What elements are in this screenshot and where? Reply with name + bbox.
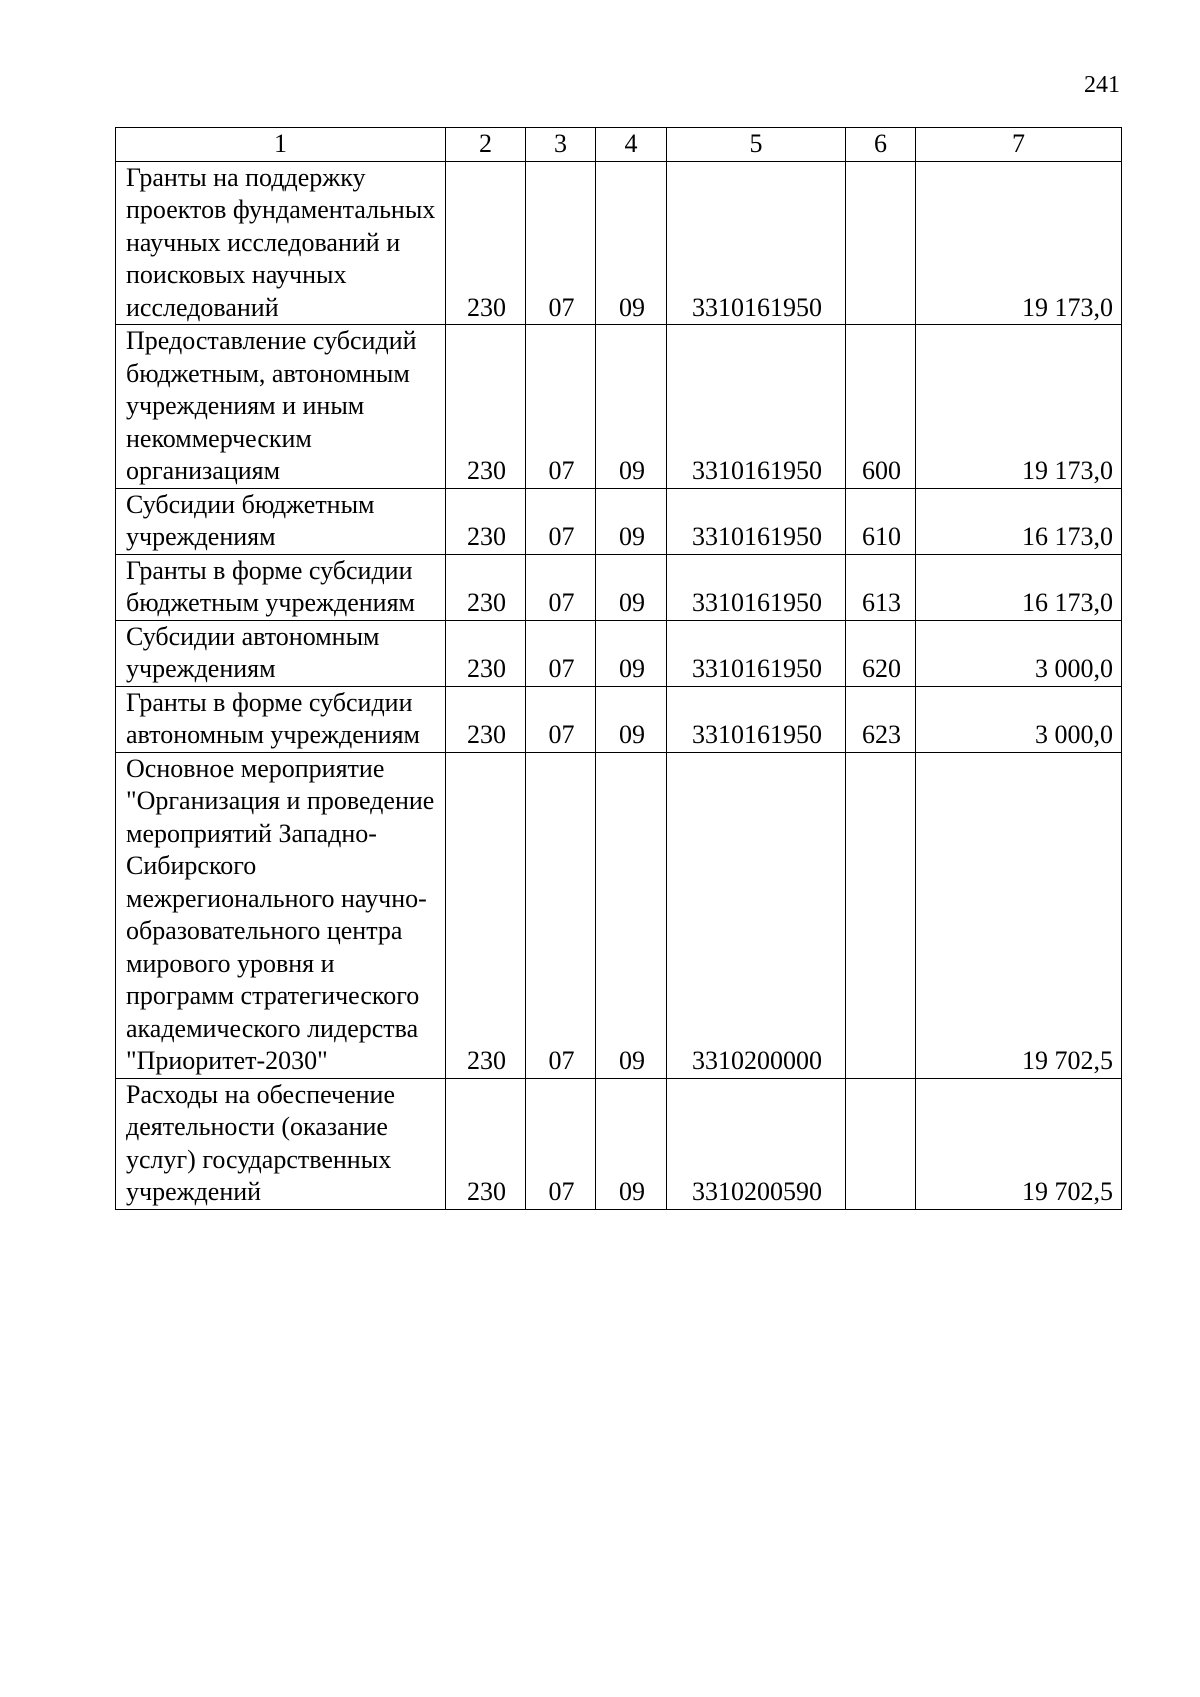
row-code-5: 3310161950 [667,554,846,620]
table-row [116,752,1122,1078]
row-amount: 19 702,5 [916,752,1122,1078]
row-amount: 3 000,0 [916,620,1122,686]
row-amount: 16 173,0 [916,488,1122,554]
row-code-4: 09 [596,752,667,1078]
row-code-2: 230 [446,325,526,489]
row-code-5: 3310161950 [667,161,846,325]
column-header-6: 6 [846,128,916,162]
row-name: Предоставление субсидий бюджетным, автономным учреждениям и иным некоммерческим организациям [116,325,446,489]
table-row [116,325,1122,489]
column-header-1: 1 [116,128,446,162]
row-code-6: 610 [846,488,916,554]
row-name: Субсидии автономным учреждениям [116,620,446,686]
row-amount: 3 000,0 [916,686,1122,752]
table-row [116,161,1122,325]
row-code-6 [846,1078,916,1209]
row-code-5: 3310161950 [667,620,846,686]
row-amount: 16 173,0 [916,554,1122,620]
row-code-2: 230 [446,161,526,325]
column-header-2: 2 [446,128,526,162]
row-name: Расходы на обеспечение деятельности (оказание услуг) государственных учреждений [116,1078,446,1209]
row-code-3: 07 [526,161,596,325]
row-code-3: 07 [526,488,596,554]
row-code-4: 09 [596,620,667,686]
row-name: Гранты в форме субсидии автономным учреждениям [116,686,446,752]
row-code-5: 3310161950 [667,325,846,489]
column-header-4: 4 [596,128,667,162]
row-code-6 [846,752,916,1078]
row-code-3: 07 [526,554,596,620]
row-code-2: 230 [446,1078,526,1209]
row-code-3: 07 [526,752,596,1078]
table-row [116,1078,1122,1209]
row-amount: 19 702,5 [916,1078,1122,1209]
row-code-4: 09 [596,554,667,620]
row-code-3: 07 [526,1078,596,1209]
row-code-2: 230 [446,686,526,752]
page-number: 241 [1084,72,1120,98]
table-row [116,554,1122,620]
row-name: Гранты в форме субсидии бюджетным учреждениям [116,554,446,620]
row-name: Основное мероприятие "Организация и проведение мероприятий Западно-Сибирского межрегионального научно-образовательного центра мирового уровня и программ стратегического академического лидерства "Приоритет-2030" [116,752,446,1078]
row-code-2: 230 [446,620,526,686]
table-row [116,686,1122,752]
row-code-3: 07 [526,325,596,489]
row-code-6: 613 [846,554,916,620]
row-code-5: 3310161950 [667,488,846,554]
row-code-5: 3310161950 [667,686,846,752]
row-name: Гранты на поддержку проектов фундаментальных научных исследований и поисковых научных исследований [116,161,446,325]
row-amount: 19 173,0 [916,161,1122,325]
row-code-6 [846,161,916,325]
table-row [116,488,1122,554]
row-code-5: 3310200590 [667,1078,846,1209]
row-code-2: 230 [446,752,526,1078]
budget-table [115,127,1122,1210]
row-code-6: 600 [846,325,916,489]
row-code-3: 07 [526,686,596,752]
row-code-5: 3310200000 [667,752,846,1078]
row-code-4: 09 [596,1078,667,1209]
row-name: Субсидии бюджетным учреждениям [116,488,446,554]
column-header-3: 3 [526,128,596,162]
row-code-4: 09 [596,488,667,554]
table-row [116,620,1122,686]
row-code-3: 07 [526,620,596,686]
table-header-row [116,128,1122,162]
row-code-6: 620 [846,620,916,686]
row-amount: 19 173,0 [916,325,1122,489]
row-code-4: 09 [596,686,667,752]
column-header-5: 5 [667,128,846,162]
row-code-2: 230 [446,554,526,620]
column-header-7: 7 [916,128,1122,162]
row-code-4: 09 [596,161,667,325]
row-code-2: 230 [446,488,526,554]
row-code-6: 623 [846,686,916,752]
row-code-4: 09 [596,325,667,489]
